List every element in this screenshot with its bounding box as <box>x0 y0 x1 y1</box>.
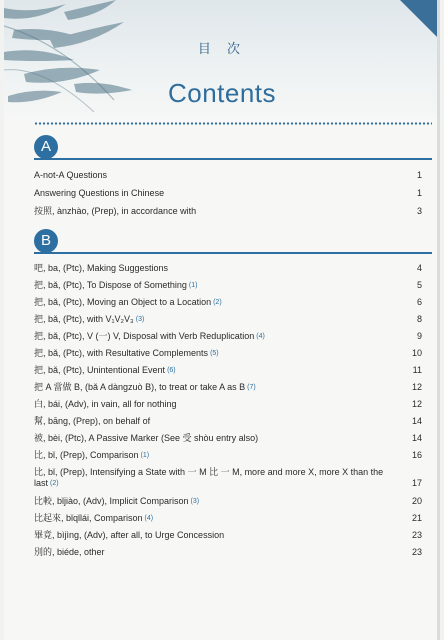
entry-title: 比, bǐ, (Prep), Intensifying a State with 一 M 比 一 M, more and more X, more X than the last <box>34 467 384 488</box>
section-letter-b: B <box>34 229 58 253</box>
entry-title: 把, bǎ, (Ptc), with V₁V₂V₃ <box>34 314 134 324</box>
entry-number: (4) <box>144 515 154 522</box>
entry-number: (6) <box>167 367 176 374</box>
bamboo-decoration-icon <box>4 0 154 130</box>
entry-title: 按照, ànzhào, (Prep), in accordance with <box>34 206 197 216</box>
toc-entry[interactable] <box>34 206 392 217</box>
toc-entry[interactable] <box>34 399 392 410</box>
entry-title: 把 A 當做 B, (bǎ A dàngzuò B), to treat or take A as B <box>34 382 246 392</box>
entry-page: 16 <box>411 450 422 460</box>
toc-entry[interactable] <box>34 513 392 524</box>
entry-page: 5 <box>416 280 422 290</box>
section-letter-a: A <box>34 135 58 159</box>
entry-number: (1) <box>140 452 150 459</box>
entry-title: 把, bǎ, (Ptc), with Resultative Complements <box>34 348 209 358</box>
toc-entry[interactable] <box>34 433 392 444</box>
toc-entry[interactable] <box>34 496 392 507</box>
entry-title: Answering Questions in Chinese <box>34 188 165 198</box>
toc-entry[interactable] <box>34 348 392 359</box>
entry-page: 6 <box>416 297 422 307</box>
entry-page: 12 <box>411 382 422 392</box>
toc-entry[interactable] <box>34 365 392 376</box>
toc-entry[interactable] <box>34 188 392 199</box>
toc-entry[interactable] <box>34 331 392 342</box>
entry-title: 把, bǎ, (Ptc), Moving an Object to a Location <box>34 297 212 307</box>
entry-page: 12 <box>411 399 422 409</box>
entry-page: 14 <box>411 433 422 443</box>
section-rule <box>34 158 432 160</box>
entry-title: 別的, biéde, other <box>34 547 105 557</box>
toc-entry[interactable] <box>34 263 392 274</box>
section-rule <box>34 252 432 254</box>
entry-title: 把, bǎ, (Ptc), V (一) V, Disposal with Verb Reduplication <box>34 331 255 341</box>
toc-entry[interactable] <box>34 530 392 541</box>
section-b-header <box>34 229 58 253</box>
entry-number: (1) <box>188 282 198 289</box>
corner-tab <box>400 0 440 40</box>
entry-title: 畢竟, bìjìng, (Adv), after all, to Urge Concession <box>34 530 225 540</box>
entry-title: 比, bǐ, (Prep), Comparison <box>34 450 139 460</box>
toc-entry[interactable] <box>34 280 392 291</box>
entry-title: A-not-A Questions <box>34 170 108 180</box>
entry-page: 1 <box>416 188 422 198</box>
entry-page: 1 <box>416 170 422 180</box>
entry-title: 把, bǎ, (Ptc), To Dispose of Something <box>34 280 187 290</box>
entry-page: 14 <box>411 416 422 426</box>
entry-number: (3) <box>190 498 200 505</box>
entry-page: 21 <box>411 513 422 523</box>
page-title: Contents <box>167 78 277 108</box>
entry-title: 被, bèi, (Ptc), A Passive Marker (See 受 shòu entry also) <box>34 433 259 443</box>
entry-number: (2) <box>213 299 222 306</box>
toc-entry[interactable] <box>34 314 392 325</box>
entry-page: 11 <box>412 365 422 375</box>
entry-page: 8 <box>416 314 422 324</box>
entry-page: 10 <box>411 348 422 358</box>
toc-entry[interactable] <box>34 416 392 427</box>
toc-entry[interactable] <box>34 170 392 181</box>
entry-page: 23 <box>411 530 422 540</box>
chinese-title: 目 次 <box>197 42 247 57</box>
entry-page: 20 <box>411 496 422 506</box>
toc-entry[interactable] <box>34 450 392 461</box>
entry-title: 吧, ba, (Ptc), Making Suggestions <box>34 263 169 273</box>
entry-number: (3) <box>135 316 145 323</box>
entry-number: (5) <box>210 350 219 357</box>
entry-page: 23 <box>411 547 422 557</box>
entry-number: (4) <box>256 333 265 340</box>
entry-title: 幫, bāng, (Prep), on behalf of <box>34 416 151 426</box>
entry-number: (2) <box>50 480 59 487</box>
contents-page <box>4 0 440 640</box>
toc-entry[interactable] <box>34 547 392 558</box>
entry-title: 比較, bǐjiào, (Adv), Implicit Comparison <box>34 496 189 506</box>
section-a-header <box>34 135 58 159</box>
entry-page: 9 <box>416 331 422 341</box>
toc-entry[interactable] <box>34 297 392 308</box>
entry-number: (7) <box>247 384 256 391</box>
dotted-divider <box>34 122 432 125</box>
entry-title: 把, bǎ, (Ptc), Unintentional Event <box>34 365 166 375</box>
entry-page: 3 <box>416 206 422 216</box>
entry-title: 比起來, bǐqǐlái, Comparison <box>34 513 143 523</box>
toc-entry[interactable] <box>34 467 392 489</box>
entry-page: 17 <box>411 478 422 488</box>
entry-title: 白, bái, (Adv), in vain, all for nothing <box>34 399 177 409</box>
toc-entry[interactable] <box>34 382 392 393</box>
entry-page: 4 <box>416 263 422 273</box>
